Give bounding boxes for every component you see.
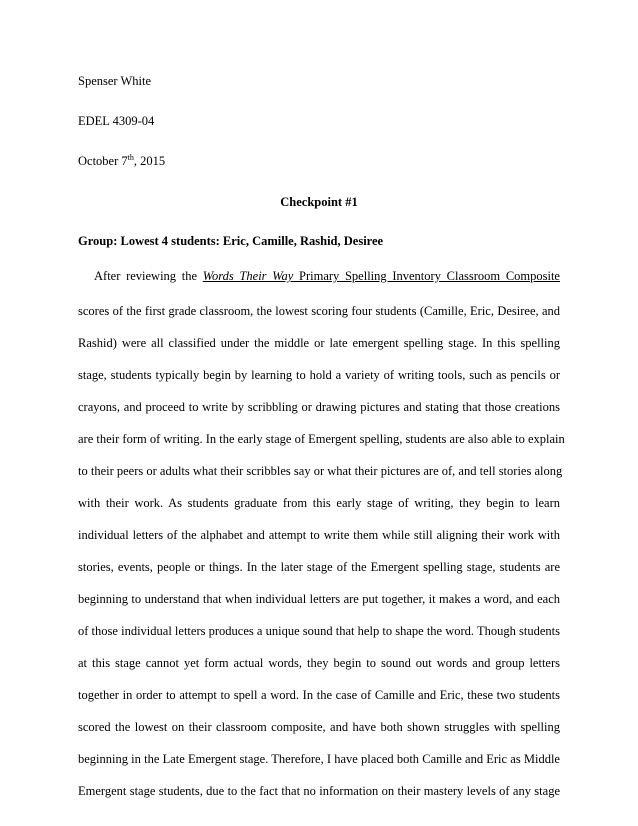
date-prefix: October 7 (78, 154, 128, 168)
first-line-pre: After reviewing the (94, 269, 203, 283)
document-title: Checkpoint #1 (280, 195, 358, 209)
paragraph-line: individual letters of the alphabet and attempt to write them while still aligning their work with (78, 528, 560, 542)
paragraph-line: beginning in the Late Emergent stage. Therefore, I have placed both Camille and Eric as Middle (78, 752, 560, 766)
first-line-post: Primary Spelling Inventory Classroom Composite (293, 269, 560, 283)
paragraph-line: beginning to understand that when individual letters are put together, it makes a word, and each (78, 592, 560, 606)
document-date (78, 153, 165, 169)
paragraph-line: scores of the first grade classroom, the lowest scoring four students (Camille, Eric, Desiree, and (78, 304, 560, 318)
paragraph-line: stage, students typically begin by learning to hold a variety of writing tools, such as pencils or (78, 368, 560, 382)
paragraph-line: to their peers or adults what their scribbles say or what their pictures are of, and tell stories along (78, 464, 563, 478)
paragraph-first-line (94, 268, 560, 284)
paragraph-line: scored the lowest on their classroom composite, and have both shown struggles with spelling (78, 720, 560, 734)
paragraph-line: together in order to attempt to spell a word. In the case of Camille and Eric, these two students (78, 688, 560, 702)
paragraph-line: stories, events, people or things. In the later stage of the Emergent spelling stage, students are (78, 560, 560, 574)
paragraph-line: at this stage cannot yet form actual words, they begin to sound out words and group letters (78, 656, 560, 670)
paragraph-line: of those individual letters produces a unique sound that help to shape the word. Though students (78, 624, 560, 638)
date-ordinal: th (127, 153, 134, 162)
paragraph-line: Emergent stage students, due to the fact that no information on their mastery levels of any stage (78, 784, 560, 798)
author-name: Spenser White (78, 74, 152, 88)
date-suffix: , 2015 (133, 154, 166, 168)
paragraph-line: with their work. As students graduate from this early stage of writing, they begin to learn (78, 496, 560, 510)
group-heading: Group: Lowest 4 students: Eric, Camille, Rashid, Desiree (78, 234, 384, 248)
course-code: EDEL 4309-04 (78, 114, 155, 128)
paragraph-line: Rashid) were all classified under the middle or late emergent spelling stage. In this spelling (78, 336, 560, 350)
paragraph-line: are their form of writing. In the early stage of Emergent spelling, students are also able to explain (78, 432, 565, 446)
book-title: Words Their Way (202, 269, 294, 283)
paragraph-line: crayons, and proceed to write by scribbling or drawing pictures and stating that those creations (78, 400, 560, 414)
